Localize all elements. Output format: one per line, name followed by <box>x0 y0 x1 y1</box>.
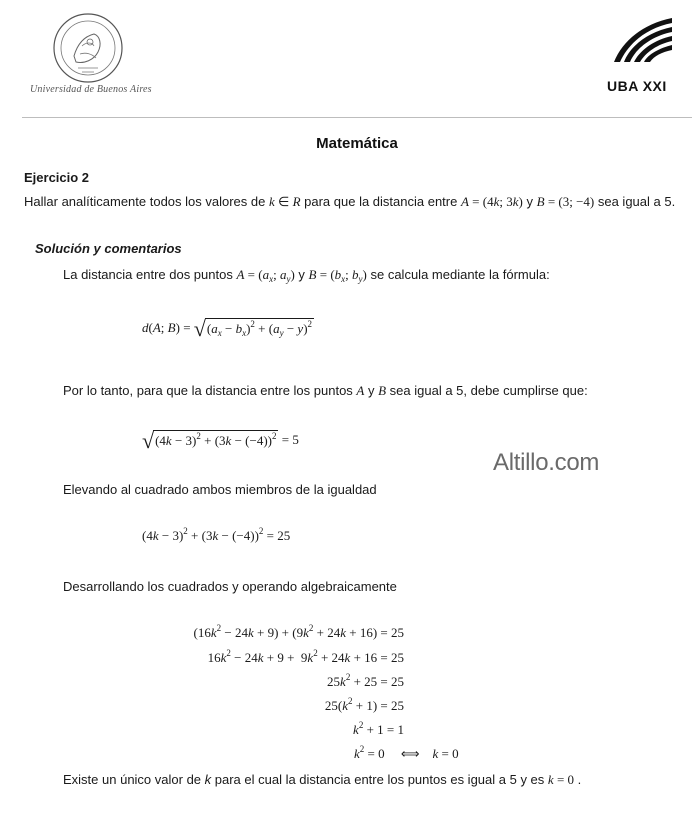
p1-math-A: $A = (a_x$; $a_y$) <box>236 267 295 284</box>
exercise-title: Ejercicio 2 <box>24 170 90 185</box>
p5-k-letter: k <box>204 772 212 787</box>
paragraph-conclusion <box>63 770 581 789</box>
statement-text-3: y <box>522 194 537 209</box>
p2-text-1: Por lo tanto, para que la distancia entre los puntos <box>63 383 357 398</box>
derivation-step-1: $(16k^2 - 24k + 9) + (9k^2 + 24k + 16) = 25$ <box>193 623 404 640</box>
p5-text-2: para el cual la distancia entre los puntos es igual a 5 y es <box>211 772 548 787</box>
p1-text-3: se calcula mediante la fórmula: <box>366 267 550 282</box>
p2-math-A: A <box>356 383 365 398</box>
university-signature: Universidad de Buenos Aires <box>30 84 152 95</box>
condition-equation: √ $(4k - 3)^2 + (3k - (-4))^2$ = 5 <box>142 428 299 453</box>
uba-xxi-text: UBA XXI <box>607 78 667 94</box>
exercise-statement <box>24 192 689 211</box>
p2-text-2: y <box>364 383 379 398</box>
header-divider <box>22 117 692 118</box>
university-seal-logo <box>52 12 124 84</box>
paragraph-squaring: Elevando al cuadrado ambos miembros de la igualdad <box>63 482 377 497</box>
p5-text-1: Existe un único valor de <box>63 772 205 787</box>
p2-math-B: B <box>378 383 387 398</box>
p1-text-1: La distancia entre dos puntos <box>63 267 237 282</box>
p5-text-3: . <box>574 772 582 787</box>
statement-text-4: sea igual a 5. <box>594 194 676 209</box>
paragraph-expanding: Desarrollando los cuadrados y operando algebraicamente <box>63 579 397 594</box>
statement-math-k: k ∈ R <box>268 194 301 209</box>
watermark-text: Altillo.com <box>493 449 600 476</box>
p5-math-k-zero: k = 0 <box>547 772 575 787</box>
p1-math-B: $B = (b_x$; $b_y$) <box>308 267 367 284</box>
p2-text-3: sea igual a 5, debe cumplirse que: <box>386 383 588 398</box>
derivation-step-2: $16k^2 - 24k + 9 + 9k^2 + 24k + 16 = 25$ <box>207 648 404 665</box>
paragraph-distance-definition <box>63 265 550 284</box>
paragraph-condition <box>63 381 588 400</box>
derivation-step-6: $k^2 = 0$ ⟺ k = 0 <box>354 744 459 761</box>
uba-xxi-logo <box>608 16 674 64</box>
squared-equation: $(4k - 3)^2 + (3k - (-4))^2 = 25$ <box>142 526 291 543</box>
derivation-step-3: $25k^2 + 25 = 25$ <box>327 672 404 689</box>
distance-formula: d(A; B) = √ $(a_x - b_x)^2 + (a_y - y)^2$ <box>142 316 313 341</box>
statement-math-A: A = (4k; 3k) <box>460 194 523 209</box>
p1-text-2: y <box>294 267 309 282</box>
statement-math-B: B = (3; −4) <box>536 194 595 209</box>
statement-text-2: para que la distancia entre <box>300 194 461 209</box>
statement-text-1: Hallar analíticamente todos los valores de <box>24 194 269 209</box>
page-title: Matemática <box>316 135 398 152</box>
derivation-step-5: $k^2 + 1 = 1$ <box>353 720 404 737</box>
solution-heading: Solución y comentarios <box>35 241 182 256</box>
derivation-step-4: $25(k^2 + 1) = 25$ <box>324 696 404 713</box>
